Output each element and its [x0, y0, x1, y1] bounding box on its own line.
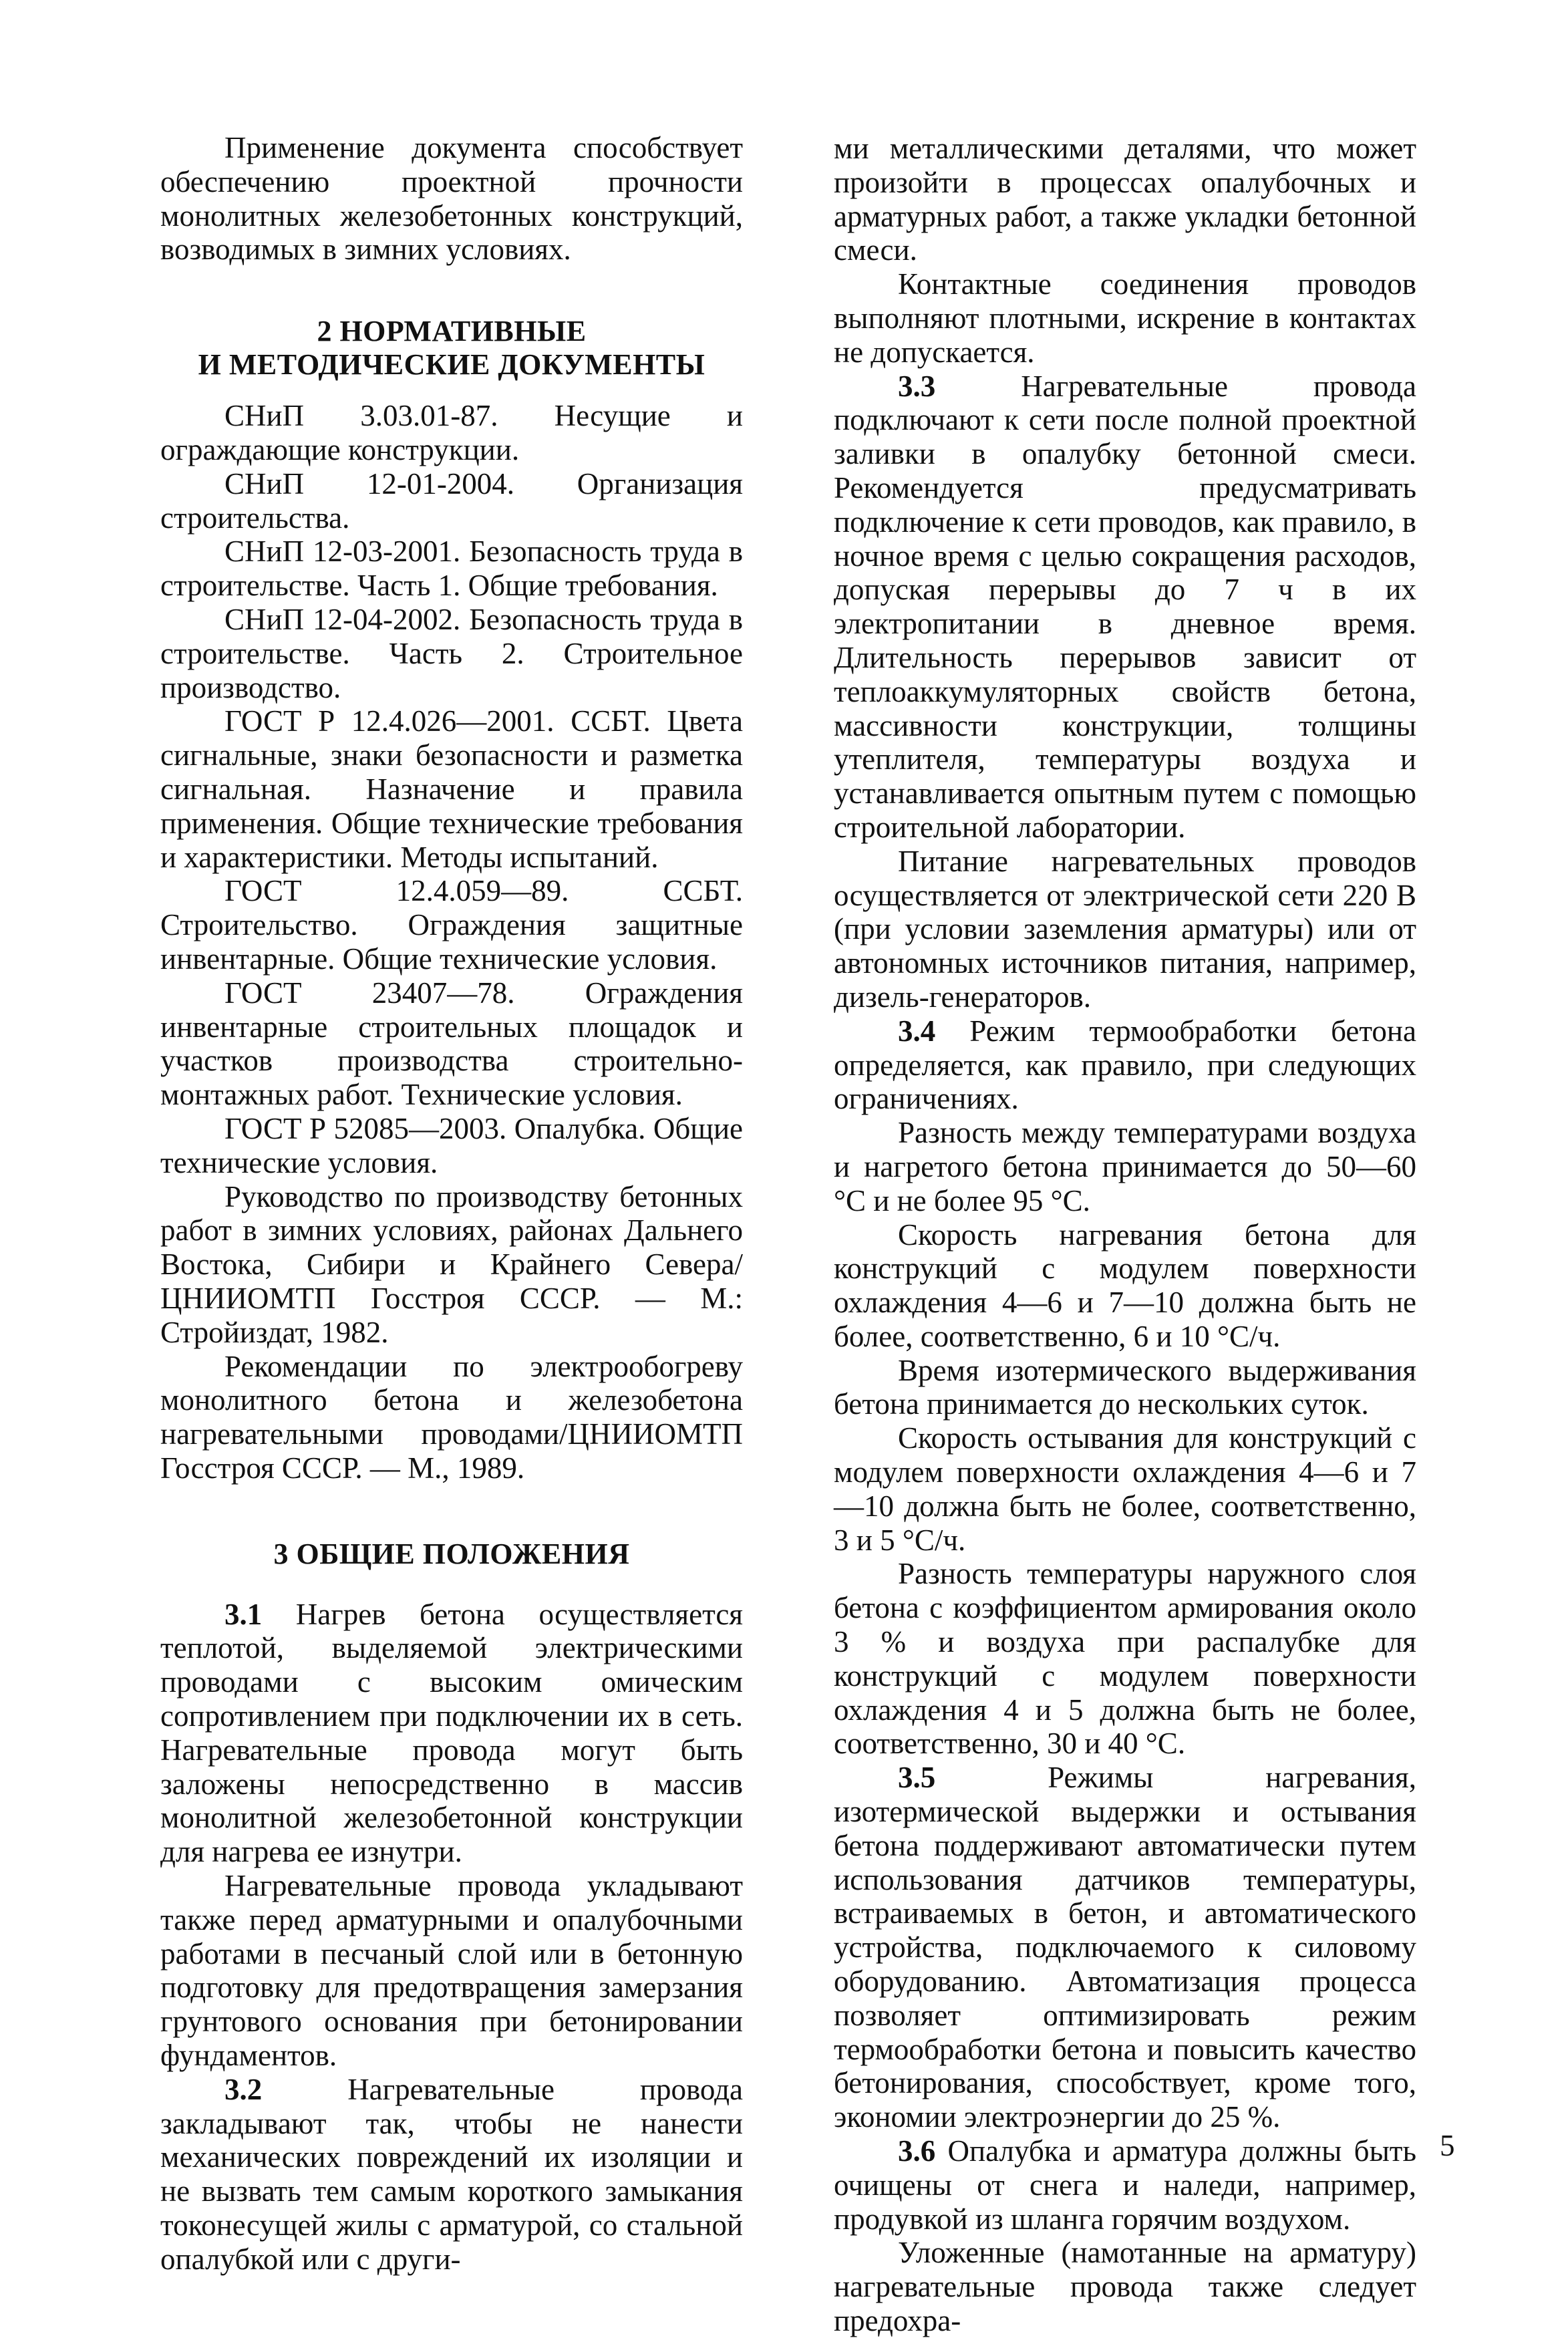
paragraph-3-5: [834, 1761, 1416, 2134]
reference-item: СНиП 12-01-2004. Организация строительства.: [160, 466, 743, 535]
clause-number: 3.3: [898, 369, 936, 403]
clause-number: 3.1: [224, 1597, 263, 1631]
paragraph-3-6: [834, 2134, 1416, 2236]
paragraph-3-1-continued: Нагревательные провода укладывают также перед арматурными и опалубочными работами в песчаный слой или в бетонную подготовку для предотвращения замерзания грунтового основания при бетонировании фундаментов.: [160, 1869, 743, 2073]
paragraph-3-3-power: Питание нагревательных проводов осуществляется от электрической сети 220 В (при условии заземления арматуры) или от автономных источников питания, например, дизель-генераторов.: [834, 844, 1416, 1014]
clause-text: Нагревательные провода закладывают так, чтобы не нанести механических повреждений их изоляции и не вызвать тем самым короткого замыкания токонесущей жилы с арматурой, со стальной опалубкой или с други-: [160, 2072, 743, 2276]
paragraph-3-3: [834, 370, 1416, 845]
clause-text: Опалубка и арматура должны быть очищены от снега и наледи, например, продувкой из шланга горячим воздухом.: [834, 2134, 1416, 2236]
section-2-heading: [160, 315, 743, 382]
reference-item: ГОСТ 12.4.059—89. ССБТ. Строительство. Ограждения защитные инвентарные. Общие технические условия.: [160, 874, 743, 976]
paragraph-3-2: [160, 2073, 743, 2277]
clause-text: Режим термообработки бетона определяется, как правило, при следующих ограничениях.: [834, 1014, 1416, 1116]
paragraph-3-2-contacts: Контактные соединения проводов выполняют плотными, искрение в контактах не допускается.: [834, 267, 1416, 369]
section-2-title-line-2: И МЕТОДИЧЕСКИЕ ДОКУМЕНТЫ: [198, 348, 705, 382]
reference-item: СНиП 12-03-2001. Безопасность труда в строительстве. Часть 1. Общие требования.: [160, 535, 743, 603]
page-number: 5: [1440, 2129, 1455, 2162]
left-column: [160, 131, 743, 2277]
paragraph-3-4-a: Разность между температурами воздуха и нагретого бетона принимается до 50—60 °С и не более 95 °С.: [834, 1116, 1416, 1217]
right-column: [834, 132, 1416, 2338]
section-2-title-line-1: 2 НОРМАТИВНЫЕ: [317, 315, 587, 348]
reference-item: ГОСТ 23407—78. Ограждения инвентарные строительных площадок и участков производства строительно-монтажных работ. Технические условия.: [160, 976, 743, 1112]
paragraph-3-4-e: Разность температуры наружного слоя бетона с коэффициентом армирования около 3 % и воздуха при распалубке для конструкций с модулем поверхности охлаждения 4 и 5 должна быть не более, соответственно, 30 и 40 °С.: [834, 1557, 1416, 1761]
clause-number: 3.4: [898, 1014, 936, 1048]
paragraph-3-4-b: Скорость нагревания бетона для конструкций с модулем поверхности охлаждения 4—6 и 7—10 должна быть не более, соответственно, 6 и 10 °С/ч.: [834, 1217, 1416, 1353]
paragraph-3-1: [160, 1598, 743, 1869]
reference-item: СНиП 12-04-2002. Безопасность труда в строительстве. Часть 2. Строительное производство.: [160, 602, 743, 704]
section-3-heading: 3 ОБЩИЕ ПОЛОЖЕНИЯ: [273, 1537, 630, 1570]
reference-item: СНиП 3.03.01-87. Несущие и ограждающие конструкции.: [160, 399, 743, 466]
clause-number: 3.6: [898, 2134, 936, 2168]
clause-text: Режимы нагревания, изотермической выдержки и остывания бетона поддерживают автоматически путем использования датчиков температуры, встраиваемых в бетон, и автоматического устройства, подключаемого к силовому оборудованию. Автоматизация процесса позволяет оптимизировать режим термообработки бетона и повысить качество бетонирования, способствует, кроме того, экономии электроэнергии до 25 %.: [834, 1761, 1416, 2134]
clause-number: 3.2: [224, 2072, 263, 2106]
reference-item: ГОСТ Р 12.4.026—2001. ССБТ. Цвета сигнальные, знаки безопасности и разметка сигнальная. Назначение и правила применения. Общие технические требования и характеристики. Методы испытаний.: [160, 704, 743, 874]
clause-text: Нагрев бетона осуществляется теплотой, выделяемой электрическими проводами с высоким омическим сопротивлением при подключении их в сеть. Нагревательные провода могут быть заложены непосредственно в массив монолитной железобетонной конструкции для нагрева ее изнутри.: [160, 1597, 743, 1869]
reference-item: ГОСТ Р 52085—2003. Опалубка. Общие технические условия.: [160, 1111, 743, 1179]
paragraph-3-2-end: ми металлическими деталями, что может произойти в процессах опалубочных и арматурных работ, а также укладки бетонной смеси.: [834, 132, 1416, 267]
clause-text: Нагревательные провода подключают к сети после полной проектной заливки в опалубку бетонной смеси. Рекомендуется предусматривать подключение к сети проводов, как правило, в ночное время с целью сокращения расходов, допуская перерывы до 7 ч в их электропитании в дневное время. Длительность перерывов зависит от теплоаккумуляторных свойств бетона, массивности конструкции, толщины утеплителя, температуры воздуха и устанавливается опытным путем с помощью строительной лаборатории.: [834, 369, 1416, 844]
paragraph-3-6-continued: Уложенные (намотанные на арматуру) нагревательные провода также следует предохра-: [834, 2236, 1416, 2337]
paragraph-3-4-c: Время изотермического выдерживания бетона принимается до нескольких суток.: [834, 1353, 1416, 1421]
clause-number: 3.5: [898, 1761, 936, 1795]
paragraph-3-4: [834, 1014, 1416, 1116]
reference-item: Руководство по производству бетонных работ в зимних условиях, районах Дальнего Востока, Сибири и Крайнего Севера/ЦНИИОМТП Госстроя СССР. — М.: Стройиздат, 1982.: [160, 1179, 743, 1349]
paragraph-3-4-d: Скорость остывания для конструкций с модулем поверхности охлаждения 4—6 и 7—10 должна быть не более, соответственно, 3 и 5 °С/ч.: [834, 1421, 1416, 1557]
intro-paragraph: Применение документа способствует обеспечению проектной прочности монолитных железобетонных конструкций, возводимых в зимних условиях.: [160, 131, 743, 267]
reference-item: Рекомендации по электрообогреву монолитного бетона и железобетона нагревательными проводами/ЦНИИОМТП Госстроя СССР. — М., 1989.: [160, 1349, 743, 1485]
